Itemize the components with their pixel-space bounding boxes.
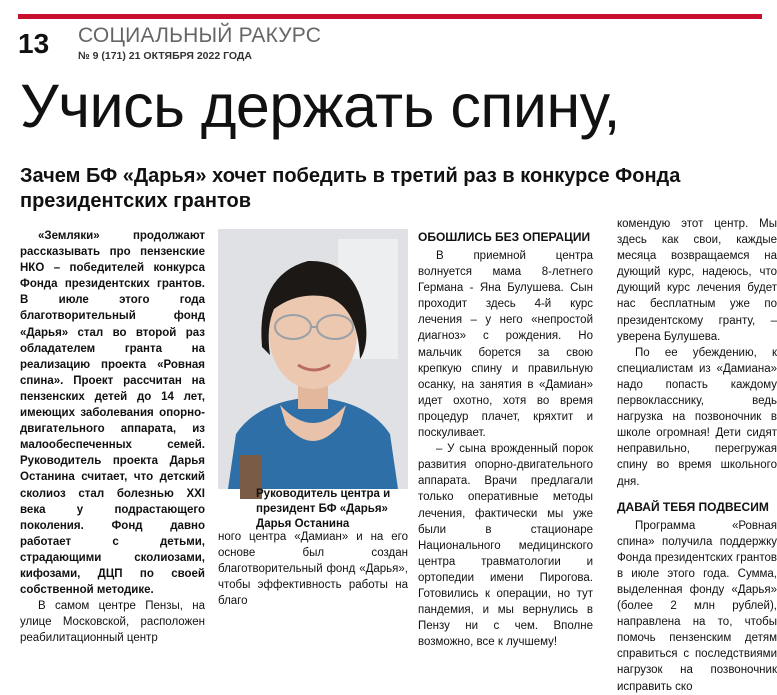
column-2-text: ного центра «Дамиан» и на его основе был создан благотворительный фонд «Дарья», чтобы эффективность работы на благо	[218, 531, 408, 607]
issue-info: № 9 (171) 21 ОКТЯБРЯ 2022 ГОДА	[78, 50, 252, 62]
section-heading: ОБОШЛИСЬ БЕЗ ОПЕРАЦИИ	[418, 230, 591, 244]
column-1	[20, 228, 205, 646]
body-paragraph: В приемной центра волнуется мама 8-летнего Германа - Яна Булушева. Сын проходит здесь 4-й курс лечения – у него «непростой диагноз» с рождения. Но мальчик борется за свою крепкую спину и правильную осанку, на занятия в «Дамиан» идет охотно, хотя во время процедур плачет, кряхтит и поскуливает.	[418, 250, 593, 440]
body-paragraph: По ее убеждению, к специалистам из «Дамиана» надо попасть каждому первокласснику, ведь нагрузка на позвоночник в школе огромная! Дети сидят неправильно, перегружая спину во время школьного дня.	[617, 346, 777, 488]
article-subhead: Зачем БФ «Дарья» хочет победить в третий раз в конкурсе Фонда президентских грантов	[20, 165, 681, 212]
section-title: СОЦИАЛЬНЫЙ РАКУРС	[78, 24, 322, 47]
column-3	[418, 228, 593, 650]
portrait-illustration	[218, 229, 408, 489]
body-paragraph: В самом центре Пензы, на улице Московской, расположен реабилитационный центр	[20, 600, 205, 645]
header-rule	[18, 14, 762, 19]
photo-caption: Руководитель центра и президент БФ «Дарья» Дарья Останина	[256, 488, 391, 530]
article-headline: Учись держать спину,	[20, 72, 620, 140]
body-paragraph: комендую этот центр. Мы здесь как свои, каждые месяца возвращаемся на дующий курс, надеюсь, что дующий курс лечения будет нас бесплатным уже по президентскому гранту, – уверена Булушева.	[617, 218, 777, 343]
lead-paragraph: «Земляки» продолжают рассказывать про пензенские НКО – победителей конкурса Фонда президентских грантов. В июле этого года благотворительный фонд «Дарья» стал во второй раз обладателем гранта на реализацию проекта «Ровная спина». Проект рассчитан на пензенских детей до 14 лет, имеющих заболевания опорно-двигательного аппарата, из малообеспеченных семей. Руководитель проекта Дарья Останина считает, что детский сколиоз стал болезнью XXI века у подрастающего поколения. Фонд давно работает с детьми, страдающими сколиозами, кифозами, ДЦП по своей собственной методике.	[20, 230, 205, 597]
portrait-photo	[218, 229, 408, 489]
body-paragraph: – У сына врожденный порок развития опорно-двигательного аппарата. Врачи предлагали только оперативные методы лечения, фактически мы уже были в стационаре Национального медицинского центра травматологии и ортопедии имени Пирогова. Готовились к операции, но тут пандемия, и мы вернулись в Пензу ни с чем. Вполне возможно, все к лучшему!	[418, 443, 593, 649]
column-4	[617, 216, 777, 695]
page-number: 13	[18, 28, 50, 59]
body-paragraph: Программа «Ровная спина» получила поддержку Фонда президентских грантов в июле этого года. Сумма, выделенная фонду «Дарья» (более 2 млн рублей), направлена на то, чтобы помочь пензенским детям справиться с последствиями нагрузок на позвоночник исправить ско	[617, 519, 777, 693]
section-heading: ДАВАЙ ТЕБЯ ПОДВЕСИМ	[617, 499, 769, 514]
